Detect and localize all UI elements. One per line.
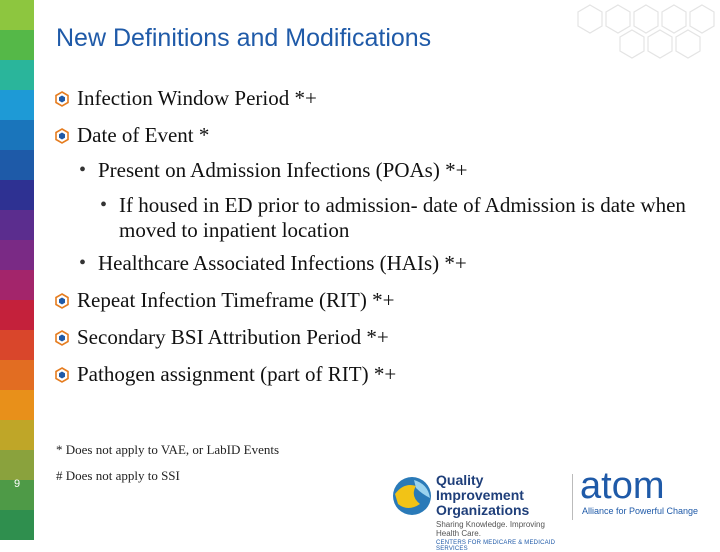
bullet-text: Infection Window Period *+ <box>77 86 317 110</box>
sidebar-band <box>0 60 34 90</box>
qio-tagline: Sharing Knowledge. Improving Health Care. <box>436 520 545 538</box>
bullet-item <box>54 123 694 148</box>
bullet-item <box>54 288 694 313</box>
footnote-ssi: # Does not apply to SSI <box>56 468 180 483</box>
bullet-text: Date of Event * <box>77 123 210 147</box>
sidebar-band <box>0 0 34 30</box>
bullet-text: If housed in ED prior to admission- date of Admission is date when moved to inpatient location <box>119 193 686 242</box>
bullet-text: Pathogen assignment (part of RIT) *+ <box>77 362 397 386</box>
slide-title: New Definitions and Modifications <box>56 24 432 52</box>
hexagon-bullet-icon <box>54 293 70 309</box>
dot-bullet-icon: • <box>79 252 87 274</box>
logo-divider <box>572 474 573 520</box>
sidebar-band <box>0 240 34 270</box>
bullet-text: Healthcare Associated Infections (HAIs) *+ <box>98 251 467 275</box>
sidebar-band <box>0 390 34 420</box>
sidebar-band <box>0 150 34 180</box>
sidebar-band <box>0 510 34 540</box>
sidebar-band <box>0 360 34 390</box>
qio-agency: CENTERS FOR MEDICARE & MEDICAID SERVICES <box>436 540 556 552</box>
sidebar-band <box>0 270 34 300</box>
dot-bullet-icon: • <box>79 159 87 181</box>
sidebar-band <box>0 90 34 120</box>
hexagon-bullet-icon <box>54 128 70 144</box>
page-number: 9 <box>13 478 21 490</box>
qio-logo <box>390 468 570 552</box>
atom-wordmark: atom <box>580 465 665 507</box>
qio-globe-icon <box>390 474 434 518</box>
bullet-list <box>54 86 694 399</box>
hexagon-bullet-icon <box>54 91 70 107</box>
bullet-item <box>75 158 694 183</box>
bullet-item <box>54 86 694 111</box>
footnote-vae: * Does not apply to VAE, or LabID Events <box>56 442 280 457</box>
color-sidebar <box>0 0 34 540</box>
sidebar-band <box>0 120 34 150</box>
dot-bullet-icon: • <box>100 194 108 216</box>
bullet-text: Repeat Infection Timeframe (RIT) *+ <box>77 288 395 312</box>
sidebar-band <box>0 330 34 360</box>
sidebar-band <box>0 450 34 480</box>
qio-name-line1: Quality Improvement <box>436 472 524 503</box>
bullet-text: Present on Admission Infections (POAs) *+ <box>98 158 468 182</box>
sidebar-band <box>0 180 34 210</box>
atom-tagline: Alliance for Powerful Change <box>582 506 699 516</box>
hexagon-bullet-icon <box>54 330 70 346</box>
sidebar-band <box>0 300 34 330</box>
bullet-item <box>96 193 694 243</box>
sidebar-band <box>0 30 34 60</box>
hexagon-bullet-icon <box>54 367 70 383</box>
sidebar-band <box>0 210 34 240</box>
atom-logo <box>580 466 710 526</box>
bullet-item <box>54 325 694 350</box>
bullet-item <box>54 362 694 387</box>
hexagon-pattern-decoration <box>560 0 720 70</box>
sidebar-band <box>0 420 34 450</box>
bullet-text: Secondary BSI Attribution Period *+ <box>77 325 389 349</box>
footnotes <box>56 442 279 494</box>
qio-name-line2: Organizations <box>436 502 530 518</box>
bullet-item <box>75 251 694 276</box>
